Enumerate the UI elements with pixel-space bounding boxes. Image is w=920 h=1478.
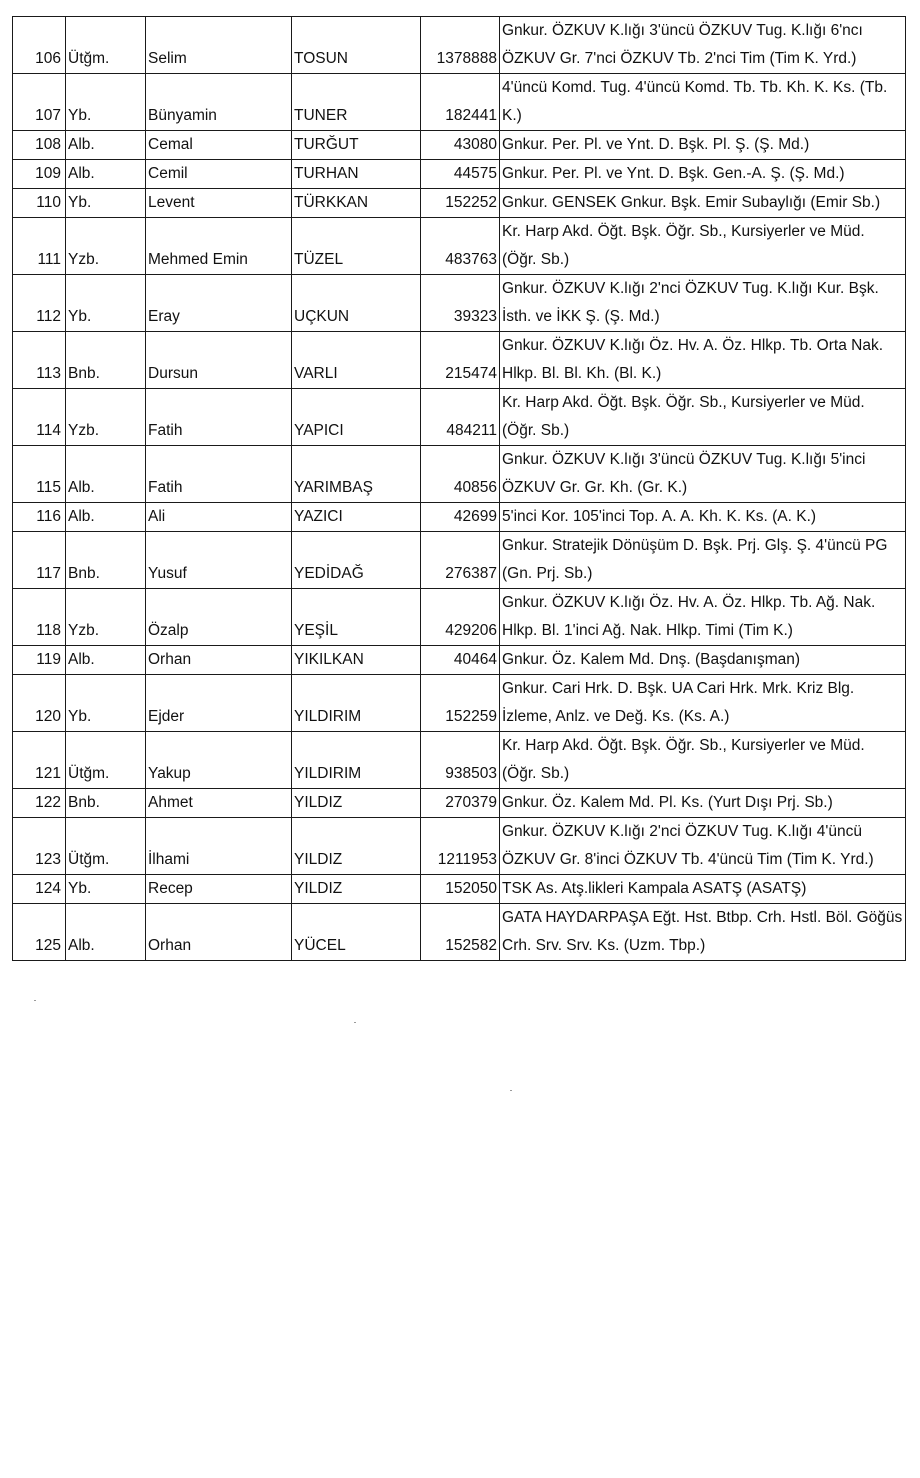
first-name-cell: Cemil	[146, 160, 292, 189]
first-name-cell: Özalp	[146, 589, 292, 646]
table-body	[13, 17, 906, 961]
row-number: 106	[13, 17, 66, 74]
row-number: 118	[13, 589, 66, 646]
registry-number-cell: 276387	[421, 532, 500, 589]
table-row	[13, 74, 906, 131]
first-name-cell: Ejder	[146, 675, 292, 732]
table-row	[13, 818, 906, 875]
assignment-cell: Kr. Harp Akd. Öğt. Bşk. Öğr. Sb., Kursiyerler ve Müd. (Öğr. Sb.)	[500, 218, 906, 275]
table-row	[13, 389, 906, 446]
table-row	[13, 218, 906, 275]
assignment-cell: Kr. Harp Akd. Öğt. Bşk. Öğr. Sb., Kursiyerler ve Müd. (Öğr. Sb.)	[500, 732, 906, 789]
registry-number-cell: 40856	[421, 446, 500, 503]
first-name-cell: İlhami	[146, 818, 292, 875]
last-name-cell: YILDIZ	[292, 789, 421, 818]
row-number: 108	[13, 131, 66, 160]
registry-number-cell: 39323	[421, 275, 500, 332]
first-name-cell: Mehmed Emin	[146, 218, 292, 275]
row-number: 123	[13, 818, 66, 875]
assignment-cell: GATA HAYDARPAŞA Eğt. Hst. Btbp. Crh. Hstl. Böl. Göğüs Crh. Srv. Srv. Ks. (Uzm. Tbp.)	[500, 904, 906, 961]
table-row	[13, 589, 906, 646]
assignment-cell: Gnkur. ÖZKUV K.lığı Öz. Hv. A. Öz. Hlkp. Tb. Ağ. Nak. Hlkp. Bl. 1'inci Ağ. Nak. Hlkp. Timi (Tim K.)	[500, 589, 906, 646]
rank-cell: Ütğm.	[66, 732, 146, 789]
rank-cell: Alb.	[66, 646, 146, 675]
assignment-cell: Kr. Harp Akd. Öğt. Bşk. Öğr. Sb., Kursiyerler ve Müd. (Öğr. Sb.)	[500, 389, 906, 446]
registry-number-cell: 42699	[421, 503, 500, 532]
rank-cell: Yb.	[66, 275, 146, 332]
registry-number-cell: 270379	[421, 789, 500, 818]
rank-cell: Alb.	[66, 904, 146, 961]
first-name-cell: Fatih	[146, 446, 292, 503]
first-name-cell: Recep	[146, 875, 292, 904]
last-name-cell: UÇKUN	[292, 275, 421, 332]
rank-cell: Alb.	[66, 131, 146, 160]
table-row	[13, 646, 906, 675]
assignment-cell: Gnkur. Stratejik Dönüşüm D. Bşk. Prj. Glş. Ş. 4'üncü PG (Gn. Prj. Sb.)	[500, 532, 906, 589]
row-number: 117	[13, 532, 66, 589]
table-row	[13, 503, 906, 532]
table-row	[13, 789, 906, 818]
rank-cell: Yb.	[66, 675, 146, 732]
assignment-cell: TSK As. Atş.likleri Kampala ASATŞ (ASATŞ)	[500, 875, 906, 904]
registry-number-cell: 43080	[421, 131, 500, 160]
rank-cell: Yzb.	[66, 589, 146, 646]
first-name-cell: Orhan	[146, 904, 292, 961]
table-row	[13, 675, 906, 732]
assignment-cell: Gnkur. Per. Pl. ve Ynt. D. Bşk. Gen.-A. Ş. (Ş. Md.)	[500, 160, 906, 189]
rank-cell: Alb.	[66, 160, 146, 189]
row-number: 110	[13, 189, 66, 218]
table-row	[13, 332, 906, 389]
registry-number-cell: 483763	[421, 218, 500, 275]
row-number: 114	[13, 389, 66, 446]
rank-cell: Yb.	[66, 875, 146, 904]
row-number: 107	[13, 74, 66, 131]
row-number: 113	[13, 332, 66, 389]
rank-cell: Alb.	[66, 446, 146, 503]
rank-cell: Ütğm.	[66, 17, 146, 74]
rank-cell: Bnb.	[66, 789, 146, 818]
registry-number-cell: 484211	[421, 389, 500, 446]
assignment-cell: Gnkur. Öz. Kalem Md. Dnş. (Başdanışman)	[500, 646, 906, 675]
last-name-cell: YAZICI	[292, 503, 421, 532]
registry-number-cell: 215474	[421, 332, 500, 389]
assignment-cell: 4'üncü Komd. Tug. 4'üncü Komd. Tb. Tb. Kh. K. Ks. (Tb. K.)	[500, 74, 906, 131]
assignment-cell: Gnkur. GENSEK Gnkur. Bşk. Emir Subaylığı (Emir Sb.)	[500, 189, 906, 218]
first-name-cell: Selim	[146, 17, 292, 74]
last-name-cell: YARIMBAŞ	[292, 446, 421, 503]
first-name-cell: Bünyamin	[146, 74, 292, 131]
last-name-cell: YEŞİL	[292, 589, 421, 646]
first-name-cell: Dursun	[146, 332, 292, 389]
row-number: 120	[13, 675, 66, 732]
scan-speck	[510, 1090, 512, 1091]
registry-number-cell: 40464	[421, 646, 500, 675]
row-number: 121	[13, 732, 66, 789]
registry-number-cell: 44575	[421, 160, 500, 189]
rank-cell: Yzb.	[66, 218, 146, 275]
registry-number-cell: 152050	[421, 875, 500, 904]
assignment-cell: Gnkur. ÖZKUV K.lığı Öz. Hv. A. Öz. Hlkp. Tb. Orta Nak. Hlkp. Bl. Bl. Kh. (Bl. K.)	[500, 332, 906, 389]
first-name-cell: Fatih	[146, 389, 292, 446]
row-number: 125	[13, 904, 66, 961]
registry-number-cell: 182441	[421, 74, 500, 131]
rank-cell: Bnb.	[66, 532, 146, 589]
first-name-cell: Yakup	[146, 732, 292, 789]
row-number: 116	[13, 503, 66, 532]
first-name-cell: Cemal	[146, 131, 292, 160]
assignment-cell: Gnkur. Per. Pl. ve Ynt. D. Bşk. Pl. Ş. (Ş. Md.)	[500, 131, 906, 160]
assignment-cell: Gnkur. ÖZKUV K.lığı 3'üncü ÖZKUV Tug. K.lığı 6'ncı ÖZKUV Gr. 7'nci ÖZKUV Tb. 2'nci Tim (Tim K. Yrd.)	[500, 17, 906, 74]
first-name-cell: Ali	[146, 503, 292, 532]
row-number: 122	[13, 789, 66, 818]
scan-speck	[34, 1000, 36, 1001]
table-row	[13, 532, 906, 589]
last-name-cell: YILDIZ	[292, 875, 421, 904]
assignment-cell: 5'inci Kor. 105'inci Top. A. A. Kh. K. Ks. (A. K.)	[500, 503, 906, 532]
rank-cell: Yzb.	[66, 389, 146, 446]
last-name-cell: YIKILKAN	[292, 646, 421, 675]
first-name-cell: Levent	[146, 189, 292, 218]
registry-number-cell: 152582	[421, 904, 500, 961]
rank-cell: Bnb.	[66, 332, 146, 389]
last-name-cell: TOSUN	[292, 17, 421, 74]
table-row	[13, 189, 906, 218]
first-name-cell: Eray	[146, 275, 292, 332]
assignment-cell: Gnkur. ÖZKUV K.lığı 2'nci ÖZKUV Tug. K.lığı Kur. Bşk. İsth. ve İKK Ş. (Ş. Md.)	[500, 275, 906, 332]
rank-cell: Yb.	[66, 189, 146, 218]
last-name-cell: YILDIRIM	[292, 675, 421, 732]
row-number: 115	[13, 446, 66, 503]
registry-number-cell: 152252	[421, 189, 500, 218]
scan-speck	[354, 1022, 356, 1023]
last-name-cell: TURĞUT	[292, 131, 421, 160]
row-number: 109	[13, 160, 66, 189]
row-number: 119	[13, 646, 66, 675]
last-name-cell: TURHAN	[292, 160, 421, 189]
table-row	[13, 904, 906, 961]
assignment-cell: Gnkur. Öz. Kalem Md. Pl. Ks. (Yurt Dışı Prj. Sb.)	[500, 789, 906, 818]
table-row	[13, 131, 906, 160]
last-name-cell: YILDIZ	[292, 818, 421, 875]
registry-number-cell: 152259	[421, 675, 500, 732]
last-name-cell: YEDİDAĞ	[292, 532, 421, 589]
table-row	[13, 17, 906, 74]
registry-number-cell: 429206	[421, 589, 500, 646]
first-name-cell: Yusuf	[146, 532, 292, 589]
assignment-cell: Gnkur. Cari Hrk. D. Bşk. UA Cari Hrk. Mrk. Kriz Blg. İzleme, Anlz. ve Değ. Ks. (Ks. A.)	[500, 675, 906, 732]
row-number: 112	[13, 275, 66, 332]
registry-number-cell: 1378888	[421, 17, 500, 74]
last-name-cell: TUNER	[292, 74, 421, 131]
registry-number-cell: 938503	[421, 732, 500, 789]
first-name-cell: Ahmet	[146, 789, 292, 818]
rank-cell: Ütğm.	[66, 818, 146, 875]
table-row	[13, 275, 906, 332]
table-row	[13, 446, 906, 503]
row-number: 111	[13, 218, 66, 275]
registry-number-cell: 1211953	[421, 818, 500, 875]
last-name-cell: YÜCEL	[292, 904, 421, 961]
last-name-cell: YAPICI	[292, 389, 421, 446]
assignment-cell: Gnkur. ÖZKUV K.lığı 3'üncü ÖZKUV Tug. K.lığı 5'inci ÖZKUV Gr. Gr. Kh. (Gr. K.)	[500, 446, 906, 503]
first-name-cell: Orhan	[146, 646, 292, 675]
rank-cell: Alb.	[66, 503, 146, 532]
row-number: 124	[13, 875, 66, 904]
last-name-cell: VARLI	[292, 332, 421, 389]
assignment-cell: Gnkur. ÖZKUV K.lığı 2'nci ÖZKUV Tug. K.lığı 4'üncü ÖZKUV Gr. 8'inci ÖZKUV Tb. 4'üncü Tim (Tim K. Yrd.)	[500, 818, 906, 875]
table-row	[13, 875, 906, 904]
personnel-table	[12, 16, 906, 961]
rank-cell: Yb.	[66, 74, 146, 131]
last-name-cell: YILDIRIM	[292, 732, 421, 789]
last-name-cell: TÜRKKAN	[292, 189, 421, 218]
table-row	[13, 732, 906, 789]
table-row	[13, 160, 906, 189]
last-name-cell: TÜZEL	[292, 218, 421, 275]
